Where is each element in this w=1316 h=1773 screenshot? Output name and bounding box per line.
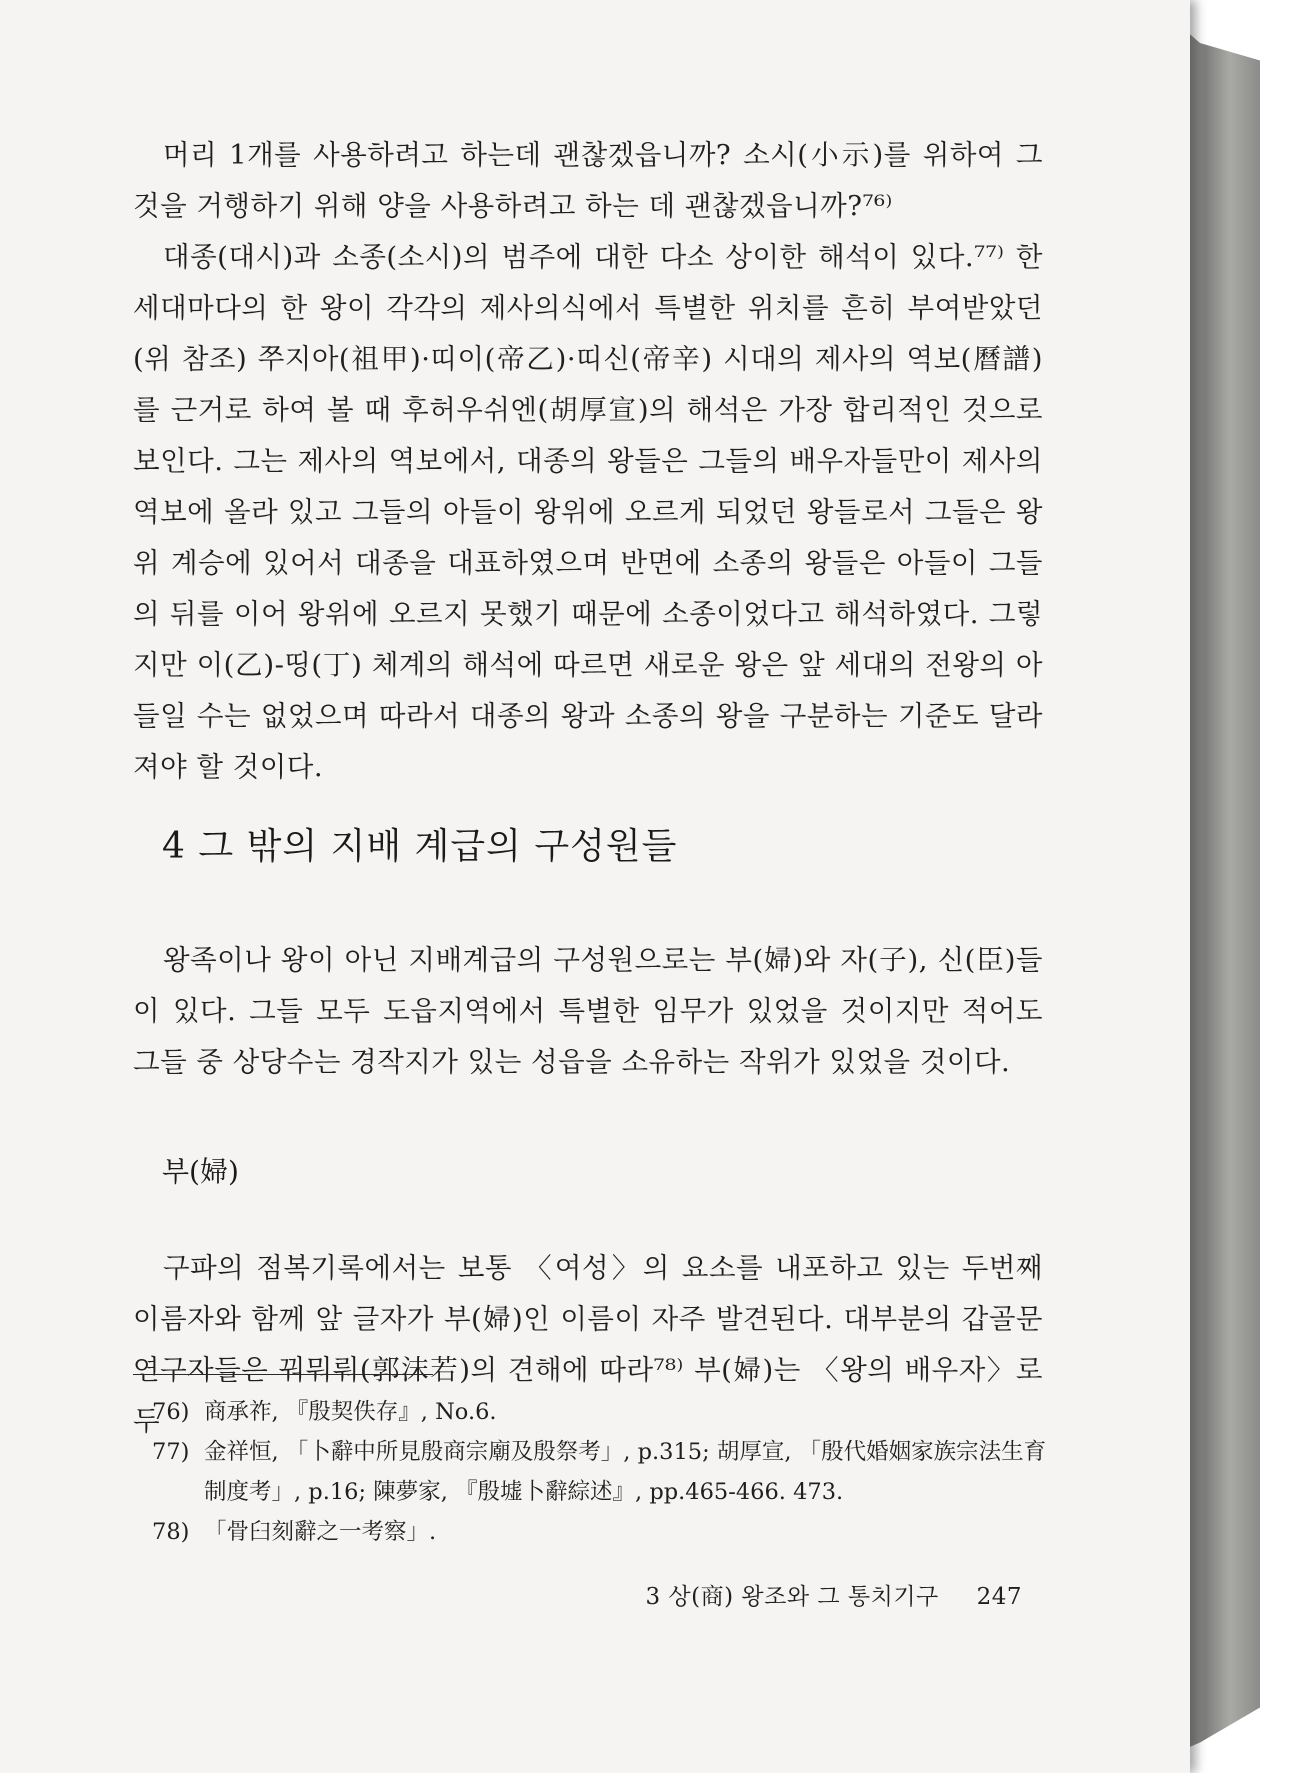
footnote-item — [152, 1512, 1047, 1552]
running-footer — [645, 1578, 1022, 1611]
page-number: 247 — [976, 1584, 1022, 1610]
footnote-text: 商承祚, 『殷契佚存』, No.6. — [204, 1399, 497, 1425]
sub-heading: 부(婦) — [162, 1155, 239, 1188]
footnote-text: 金祥恒, 「卜辭中所見殷商宗廟及殷祭考」, p.315; 胡厚宣, 「殷代婚姻家族宗法生育制度考」, p.16; 陳夢家, 『殷墟卜辭綜述』, pp.465-466. 473. — [204, 1439, 1047, 1505]
footnote-item — [152, 1432, 1047, 1512]
footnote-text: 「骨臼刻辭之一考察」. — [204, 1519, 437, 1545]
footnote-number: 77) — [152, 1439, 190, 1465]
quote-paragraph: 머리 1개를 사용하려고 하는데 괜찮겠읍니까? 소시(小示)를 위하여 그 것을 거행하기 위해 양을 사용하려고 하는 데 괜찮겠읍니까?⁷⁶⁾ — [133, 139, 1043, 222]
section-paragraph: 왕족이나 왕이 아닌 지배계급의 구성원으로는 부(婦)와 자(子), 신(臣)들이 있다. 그들 모두 도읍지역에서 특별한 임무가 있었을 것이지만 적어도 그들 중 상당수는 경작지가 있는 성읍을 소유하는 작위가 있었을 것이다. — [133, 944, 1043, 1078]
interpretation-paragraph: 대종(대시)과 소종(소시)의 범주에 대한 다소 상이한 해석이 있다.⁷⁷⁾ 한 세대마다의 한 왕이 각각의 제사의식에서 특별한 위치를 흔히 부여받았던(위 참조) 쭈지아(祖甲)·띠이(帝乙)·띠신(帝辛) 시대의 제사의 역보(曆譜)를 근거로 하여 볼 때 후허우쉬엔(胡厚宣)의 해석은 가장 합리적인 것으로 보인다. 그는 제사의 역보에서, 대종의 왕들은 그들의 배우자들만이 제사의 역보에 올라 있고 그들의 아들이 왕위에 오르게 되었던 왕들로서 그들은 왕위 계승에 있어서 대종을 대표하였으며 반면에 소종의 왕들은 아들이 그들의 뒤를 이어 왕위에 오르지 못했기 때문에 소종이었다고 해석하였다. 그렇지만 이(乙)-띵(丁) 체계의 해석에 따르면 새로운 왕은 앞 세대의 전왕의 아들일 수는 없었으며 따라서 대종의 왕과 소종의 왕을 구분하는 기준도 달라져야 할 것이다. — [133, 241, 1043, 783]
top-text-block — [133, 130, 1043, 793]
running-title: 3 상(商) 왕조와 그 통치기구 — [645, 1584, 939, 1610]
footnote-number: 76) — [152, 1399, 190, 1425]
footnotes — [152, 1392, 1047, 1552]
section-text-block — [133, 935, 1043, 1088]
footnote-number: 78) — [152, 1519, 190, 1545]
footnote-divider — [133, 1374, 433, 1375]
section-heading: 4 그 밖의 지배 계급의 구성원들 — [162, 826, 678, 867]
footnote-item — [152, 1392, 1047, 1432]
sub-paragraph: 구파의 점복기록에서는 보통 〈여성〉의 요소를 내포하고 있는 두번째 이름자와 함께 앞 글자가 부(婦)인 이름이 자주 발견된다. 대부분의 갑골문 연구자들은 꿔뭐뤄(郭沫若)의 견해에 따라⁷⁸⁾ 부(婦)는 〈왕의 배우자〉로 두 — [133, 1252, 1044, 1437]
